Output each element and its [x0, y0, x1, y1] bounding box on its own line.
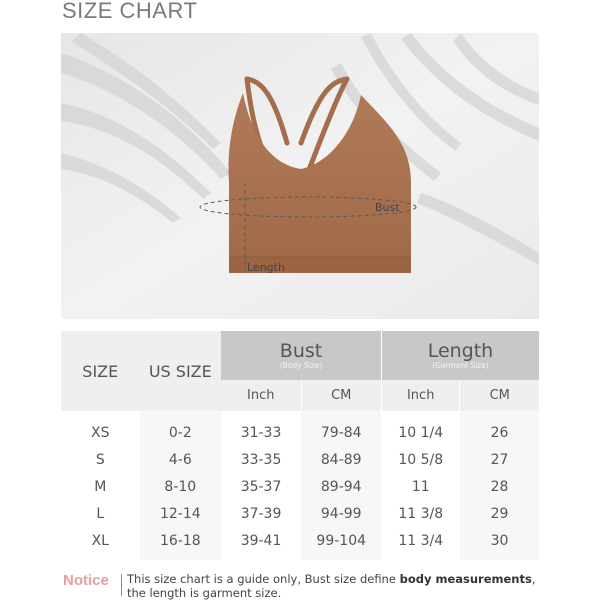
cell-size: M [61, 473, 140, 500]
bust-label: Bust [375, 201, 400, 214]
header-bust-title: Bust [279, 339, 323, 362]
header-length-title: Length [427, 339, 494, 362]
header-bust [221, 331, 381, 380]
header-bust-note: (Body Size) [279, 360, 323, 370]
notice-line1-post: , [531, 572, 536, 586]
cell-bust-cm: 84-89 [301, 446, 381, 473]
garment-illustration [61, 33, 539, 319]
cell-length-inch: 11 [381, 473, 460, 500]
cell-bust-cm: 79-84 [301, 411, 381, 446]
cell-length-inch: 11 3/4 [381, 527, 460, 560]
size-table [61, 331, 539, 560]
length-label: Length [247, 261, 285, 274]
header-size: SIZE [61, 331, 140, 411]
cell-bust-inch: 39-41 [221, 527, 301, 560]
notice-line1-bold: body measurements [399, 572, 532, 586]
cell-size: S [61, 446, 140, 473]
cell-bust-cm: 94-99 [301, 500, 381, 527]
cell-length-inch: 10 5/8 [381, 446, 460, 473]
cell-length-cm: 27 [460, 446, 539, 473]
cell-us: 8-10 [140, 473, 222, 500]
subheader-length-inch: Inch [381, 380, 460, 411]
cell-bust-inch: 35-37 [221, 473, 301, 500]
subheader-length-cm: CM [460, 380, 539, 411]
table-row [61, 473, 539, 500]
cell-length-cm: 30 [460, 527, 539, 560]
cell-length-cm: 28 [460, 473, 539, 500]
table-row [61, 500, 539, 527]
product-photo [61, 33, 539, 319]
notice-line2: the length is garment size. [127, 586, 282, 600]
cell-length-cm: 29 [460, 500, 539, 527]
notice-divider [121, 574, 122, 596]
cell-size: L [61, 500, 140, 527]
cell-bust-cm: 99-104 [301, 527, 381, 560]
cell-length-inch: 10 1/4 [381, 411, 460, 446]
cell-us: 4-6 [140, 446, 222, 473]
cell-bust-inch: 33-35 [221, 446, 301, 473]
cell-us: 0-2 [140, 411, 222, 446]
cell-length-inch: 11 3/8 [381, 500, 460, 527]
table-row [61, 527, 539, 560]
notice-line1-pre: This size chart is a guide only, Bust size define [127, 572, 400, 586]
notice [61, 572, 539, 600]
notice-text [127, 572, 535, 600]
table-row [61, 446, 539, 473]
cell-bust-inch: 37-39 [221, 500, 301, 527]
cell-size: XS [61, 411, 140, 446]
subheader-bust-cm: CM [301, 380, 381, 411]
cell-bust-inch: 31-33 [221, 411, 301, 446]
notice-label: Notice [63, 572, 109, 589]
header-us-size: US SIZE [140, 331, 222, 411]
header-length [381, 331, 539, 380]
cell-bust-cm: 89-94 [301, 473, 381, 500]
cell-size: XL [61, 527, 140, 560]
cell-us: 16-18 [140, 527, 222, 560]
page-title: SIZE CHART [62, 0, 198, 23]
subheader-bust-inch: Inch [221, 380, 301, 411]
cell-us: 12-14 [140, 500, 222, 527]
table-row [61, 411, 539, 446]
header-length-note: (Garment Size) [432, 360, 489, 370]
cell-length-cm: 26 [460, 411, 539, 446]
